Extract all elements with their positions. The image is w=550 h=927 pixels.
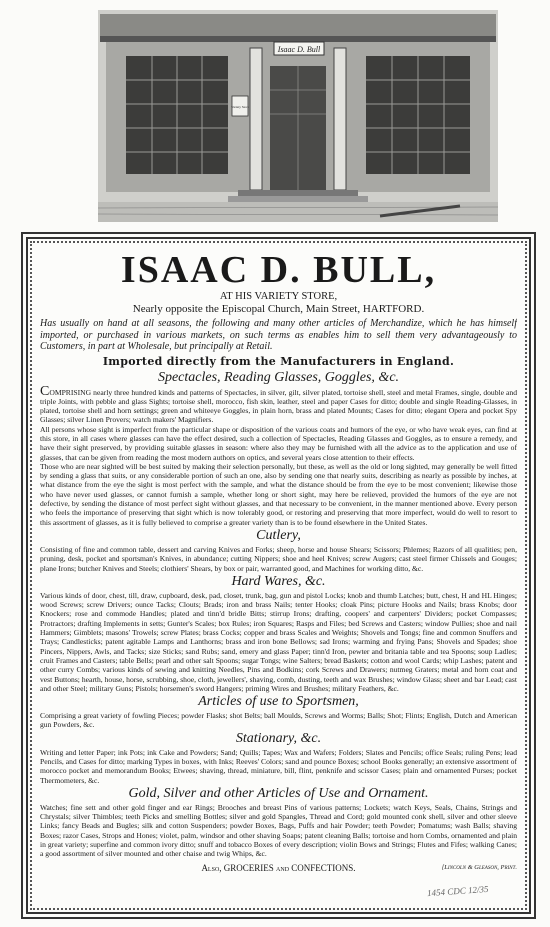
gold-heading: Gold, Silver and other Articles of Use and Ornament. xyxy=(128,785,429,801)
sportsmen-paragraph: Comprising a great variety of fowling Pieces; powder Flasks; shot Belts; ball Moulds, Screws and Worms; Balls; Shot; Flints; English, Dutch and American gun Powders, &c. xyxy=(40,711,517,730)
groceries-line: Also, GROCERIES and CONFECTIONS. xyxy=(201,862,356,873)
stationary-heading: Stationary, &c. xyxy=(235,730,322,746)
pencil-annotation: 1454 CDC 12/35 xyxy=(427,883,490,899)
sportsmen-heading: Articles of use to Sportsmen, xyxy=(198,694,359,710)
gold-paragraph: Watches; fine sett and other gold finger and ear Rings; Brooches and breast Pins of various patterns; Lockets; watch Keys, Seals, Chains, Strings and Chrystals; silver Thimbles; teeth Picks and smelling Bottles; silver and gold Spangles, Thread and Cord; gold mounted conk shell, silver and other sleeve Links; fancy Beads and Bugles; silk and cotton Suspenders; powder Boxes, Bags, Puffs and hair Powder; teeth Powder; Pomatums; wash Balls; shaving Boxes; razor Cases, Strops and Hones; violet, palm, windsor and other shaving Soaps; patent cleaning Balls; tortoise and horn Combs, ornamented and plain in great variety; superfine and common ivory ditto; snuff and tobacco Boxes of every description; violin Bows and Strings; Flutes and Fifes; walking Canes; a good assortment of silver mounted and other chaise and twig Whips, &c. xyxy=(40,802,517,859)
spectacles-paragraph-2: All persons whose sight is imperfect from the particular shape or disposition of the various coats and humors of the eye, or who have weak eyes, can find at this store, in all cases where glasses can have the effect desired, such a collection of Spectacles, Reading Glasses and Goggles, as to ensure a remedy, and have their sight preserved, by providing suitable glasses in season: where also they may be furnished with all the advice as to the application and use of glasses, that can be given from reading the most modern authors on optics, and several years close attention to their effects. xyxy=(40,424,517,462)
cutlery-paragraph: Consisting of fine and common table, dessert and carving Knives and Forks; sheep, horse and house Shears; Scissors; Phlemes; Razors of all qualities; pen, pruning, desk, pocket and sportsman's Knives, in abundance; cutting Nippers; shoe and heel Knives; screw Augers; cast steel firmer Chissels and Gouges; plane Irons; butcher Knives and Steels; clothiers' Shears, by box or pair, warranted good, and Machines for working ditto, &c. xyxy=(40,544,517,573)
right-column xyxy=(334,48,346,190)
window-sign-text: Variety Store xyxy=(231,105,249,109)
spectacles-text-1: OMPRISING nearly three hundred kinds and patterns of Spectacles, in silver, gilt, silver plated, tortoise shell, steel and metal Frames, single, double and triple Joints, with pebble and glass Sights; tortoise shell, morocco, fish skin, leather, steel and paper Cases for ditto; double and single Reading-Glasses, in plated, tortoise shell and horn settings; green and whiteeye Goggles, in plain horn, brass and plated Mounts; Cases for ditto; elegant Opera and pocket Spy Glasses; silver Linen Provers; watch makers' Magnifiers. xyxy=(40,387,517,425)
left-column xyxy=(250,48,262,190)
broadside-content xyxy=(40,247,517,904)
spectacles-paragraph-1 xyxy=(40,383,517,425)
printer-imprint: [Lincoln & Gleason, Print. xyxy=(441,863,517,871)
drop-cap: C xyxy=(40,383,50,399)
merchant-name: ISAAC D. BULL, xyxy=(120,249,437,291)
spectacles-paragraph-3: Those who are near sighted will be best suited by making their selection personally, but these, as well as the old or long sighted, may generally be well fitted by sending a glass that suits, or any considerable portion of such an one, also by sending one that nearly suits, describing as nearly as possible by inches, at what distance from the eye the sight is most perfect with the sample, and what the distance should be from the eye to be most convenient; likewise those who have never used glasses, or cannot furnish a sample, whether long or short sight, may here be relieved, provided the humors of the eye are not defective, by sending the distance of most perfect sight without glasses, and that necessary to be convenient, in the manner mentioned above. Every person who feels the importance of preserving that sight which is now tolerably good, or restoring and preserving that more imperfect, would do well to resort to this assortment of glasses, as it is fully believed to comprise a greater variety than is to be found elsewhere in the United States. xyxy=(40,461,517,527)
shop-sign-text: Isaac D. Bull xyxy=(277,45,321,54)
hardware-heading: Hard Wares, &c. xyxy=(231,573,326,589)
stationary-paragraph: Writing and letter Paper; ink Pots; ink Cake and Powders; Sand; Quills; Tapes; Wax and Wafers; Folders; Slates and Pencils; office Seals; ruling Pens; lead Pencils, and Cases for ditto; marking Types in boxes, with Inks; Reeves' Colors; sand and pounce Boxes; school Books generally; an extensive assortment of morocco pocket and memorandum Books; Etwees; shaving, thread, miniature, bill, flint, penknife and scissor Cases; plain and ornamented Purses; pocket Thermometers, &c. xyxy=(40,747,517,785)
spectacles-heading: Spectacles, Reading Glasses, Goggles, &c. xyxy=(157,369,400,385)
intro-text: Has usually on hand at all seasons, the following and many other articles of Merchandize, which he has himself imported, or purchased in various markets, on such terms as enables him to sell them very advantageously to Customers, in part at Wholesale, but principally at Retail. xyxy=(40,318,517,352)
right-shop-window xyxy=(366,56,470,174)
street xyxy=(98,202,498,222)
left-shop-window xyxy=(126,56,228,174)
address-line: Nearly opposite the Episcopal Church, Main Street, HARTFORD. xyxy=(132,303,425,315)
store-line: AT HIS VARIETY STORE, xyxy=(219,291,338,302)
imported-heading: Imported directly from the Manufacturers in England. xyxy=(102,354,455,368)
cutlery-heading: Cutlery, xyxy=(256,527,301,543)
store-front-engraving xyxy=(98,10,498,222)
footer xyxy=(40,862,517,874)
broadside-border xyxy=(21,232,536,919)
hardware-paragraph: Various kinds of door, chest, till, draw, cupboard, desk, pad, closet, trunk, bag, gun and pistol Locks; knob and thumb Latches; butt, chest, H and HL Hinges; wood Screws; screw Drivers; ounce Tacks; Clouts; Brads; iron and brass Nails; tenter Hooks; cloak Pins; picture Hooks and Nails; brass Knobs; door Knockers; rose and commode Handles; plated and tinn'd bridle Bitts; stirrup Irons; drafting, coopers' and carpenters' Dividers; pocket Compasses; Protractors; drafting Implements in setts; Gunter's Scales; box Rules; iron Squares; Rasps and Files; bed Screws and Casters; window Pullies; shoe and nail Hammers; Gimblets; masons' Trowels; screw Plates; brass Cocks; copper and brass Scales and Weights; Shovels and Tongs; fine and common Snuffers and Trays; Candlesticks; patent agitable Lamps and Lanthorns; brass and iron bone Bellows; sad Irons; warming and frying Pans; Shovels and Spades; shoe Pincers, Nippers, Awls, and Tacks; size Sticks; sand Rubs; sand, emery and glass Paper; tinn'd Iron, pewter and britania table and tea Spoons; soup Ladles; cruit Frames and Casters; table Bells; pearl and other salt Spoons; sugar Tongs; wine Salters; bread Baskets; cotton and wool Cards; whip Lashes; patent and other curry Combs; various kinds of sewing and knitting Needles, Pins and Bodkins; cork Screws and Drawers; nutmeg Graters; metal and horn coat and vest Buttons; hearth, house, horse, scrubbing, shoe, cloth, jewellers', shaving, comb, dusting, teeth and wax Brushes; window Glass; sheet and bar Lead; cast and other Steel; military Guns; Pistols; horsemen's sword Hangers; priming Wires and Brushes; military Feathers, &c. xyxy=(40,590,517,693)
